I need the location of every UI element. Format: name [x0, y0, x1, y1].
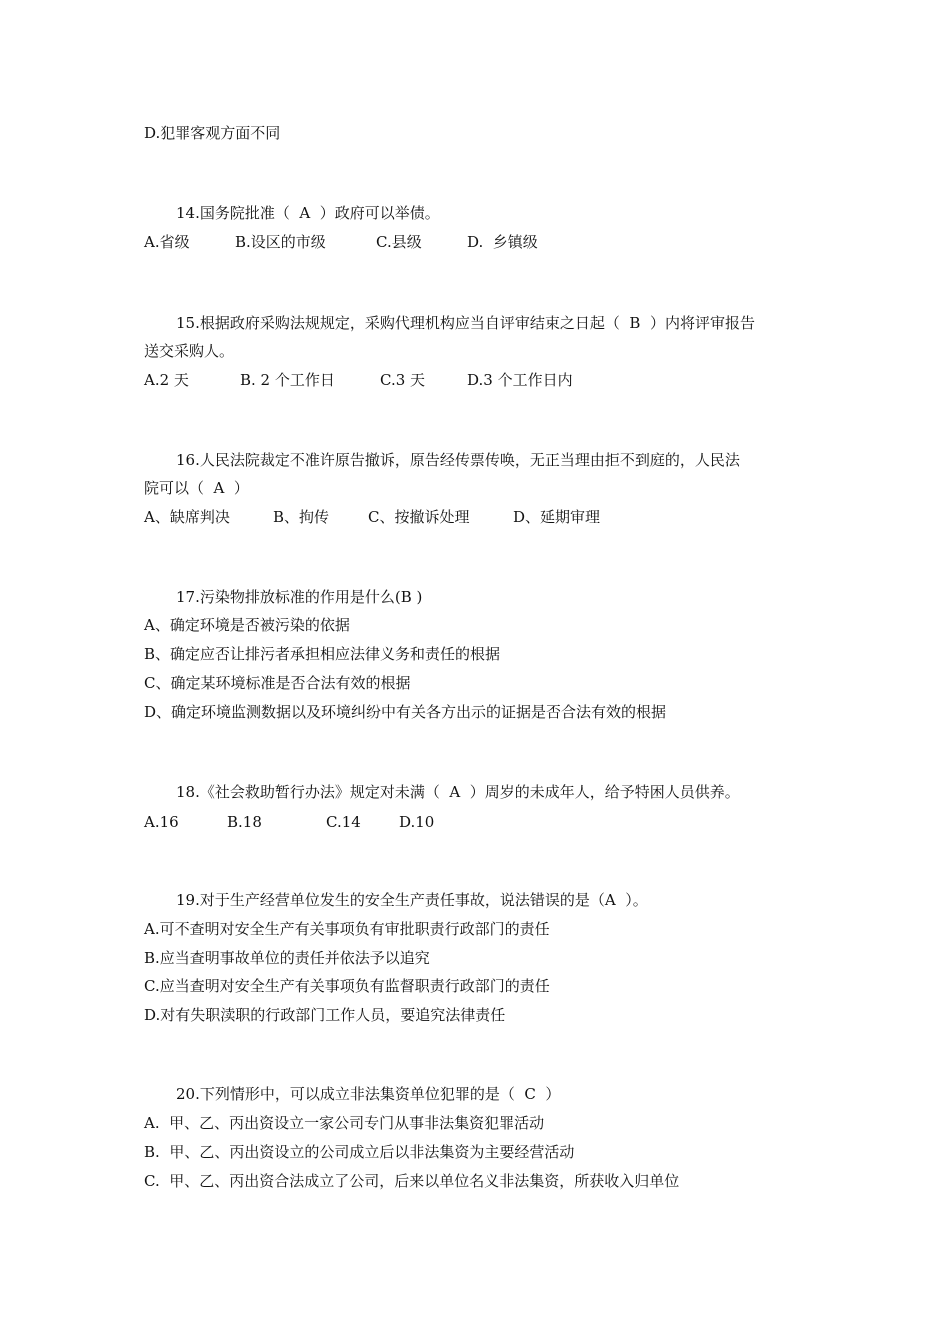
question-16-option-b: B、拘传: [273, 508, 330, 526]
question-15-option-d: D.3 个工作日内: [467, 371, 573, 389]
question-19-option-d: D.对有失职渎职的行政部门工作人员，要追究法律责任: [144, 1006, 506, 1024]
question-17-option-b: B、确定应否让排污者承担相应法律义务和责任的根据: [144, 645, 501, 663]
question-20-option-b: B. 甲、乙、丙出资设立的公司成立后以非法集资为主要经营活动: [144, 1143, 575, 1161]
question-18-option-b: B.18: [227, 813, 262, 831]
question-20-option-c: C. 甲、乙、丙出资合法成立了公司，后来以单位名义非法集资，所获收入归单位: [144, 1172, 680, 1190]
question-18-stem: 18.《社会救助暂行办法》规定对未满（ A ）周岁的未成年人，给予特困人员供养。: [176, 783, 740, 801]
question-18-option-d: D.10: [399, 813, 435, 831]
question-15-stem-line1: 15.根据政府采购法规规定，采购代理机构应当自评审结束之日起（ B ）内将评审报告: [176, 314, 755, 332]
question-20-option-a: A. 甲、乙、丙出资设立一家公司专门从事非法集资犯罪活动: [144, 1114, 545, 1132]
question-16-stem-line2: 院可以（ A ）: [144, 479, 249, 497]
question-14-option-c: C.县级: [376, 233, 422, 251]
question-18-option-c: C.14: [326, 813, 361, 831]
question-14-option-d: D. 乡镇级: [467, 233, 538, 251]
question-17-option-a: A、确定环境是否被污染的依据: [144, 616, 350, 634]
question-20-stem: 20.下列情形中，可以成立非法集资单位犯罪的是（ C ）: [176, 1085, 561, 1103]
question-16-option-a: A、缺席判决: [144, 508, 230, 526]
question-17-option-c: C、确定某环境标准是否合法有效的根据: [144, 674, 411, 692]
question-17-stem: 17.污染物排放标准的作用是什么(B ): [176, 588, 423, 606]
question-19-stem: 19.对于生产经营单位发生的安全生产责任事故，说法错误的是（A ）。: [176, 891, 648, 909]
question-16-option-d: D、延期审理: [513, 508, 601, 526]
question-14-stem: 14.国务院批准（ A ）政府可以举债。: [176, 204, 440, 222]
question-18-option-a: A.16: [144, 813, 179, 831]
question-15-option-b: B. 2 个工作日: [240, 371, 335, 389]
question-15-option-a: A.2 天: [144, 371, 189, 389]
question-19-option-a: A.可不查明对安全生产有关事项负有审批职责行政部门的责任: [144, 920, 550, 938]
question-16-stem-line1: 16.人民法院裁定不准许原告撤诉，原告经传票传唤，无正当理由拒不到庭的，人民法: [176, 451, 740, 469]
question-14-option-b: B.设区的市级: [235, 233, 326, 251]
question-15-option-c: C.3 天: [380, 371, 426, 389]
question-17-option-d: D、确定环境监测数据以及环境纠纷中有关各方出示的证据是否合法有效的根据: [144, 703, 667, 721]
question-19-option-b: B.应当查明事故单位的责任并依法予以追究: [144, 949, 430, 967]
question-15-stem-line2: 送交采购人。: [144, 342, 235, 360]
question-16-option-c: C、按撤诉处理: [368, 508, 470, 526]
question-14-option-a: A.省级: [144, 233, 190, 251]
question-19-option-c: C.应当查明对安全生产有关事项负有监督职责行政部门的责任: [144, 977, 550, 995]
prev-question-option-d: D.犯罪客观方面不同: [144, 124, 281, 142]
